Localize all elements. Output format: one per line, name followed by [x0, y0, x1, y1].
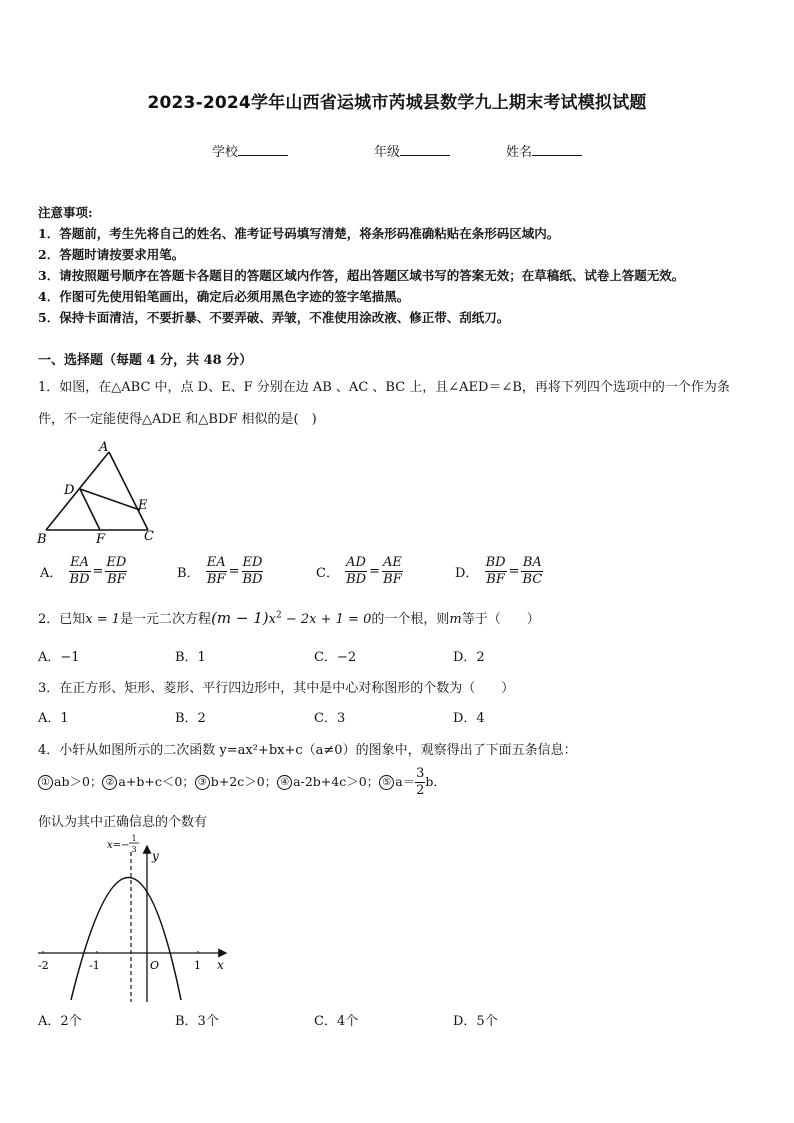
note-item: 2．答题时请按要求用笔。	[38, 247, 185, 262]
q3-option-c: C．3	[314, 711, 346, 726]
q1-line2: 件，不一定能使得△ADE 和△BDF 相似的是( )	[38, 412, 317, 427]
q1-line1: 1．如图，在△ABC 中，点 D、E、F 分别在边 AB 、AC 、BC 上，且∠AED＝∠B，再将下列四个选项中的一个作为条	[38, 380, 730, 395]
note-item: 3．请按照题号顺序在答题卡各题目的答题区域内作答，超出答题区域书写的答案无效；在草稿纸、试卷上答题无效。	[38, 268, 685, 283]
school-blank	[238, 143, 288, 156]
y-axis-label: y	[152, 849, 159, 863]
q4-option-b: B．3个	[175, 1014, 219, 1029]
grade-label: 年级	[374, 145, 401, 160]
q2-option-d: D．2	[453, 650, 485, 665]
section-heading: 一、选择题（每题 4 分，共 48 分）	[38, 353, 253, 368]
q4-option-c: C．4个	[314, 1014, 359, 1029]
q4-option-d: D．5个	[453, 1014, 498, 1029]
notes-heading: 注意事项:	[38, 205, 93, 220]
q2-option-a: A．−1	[38, 650, 80, 665]
q2-stem: 2．已知x = 1是一元二次方程$(m - 1)x^2 - 2x + 1 = 0$的一个根，则m等于（ ）	[38, 609, 540, 627]
q3-stem: 3．在正方形、矩形、菱形、平行四边形中，其中是中心对称图形的个数为（ ）	[38, 681, 515, 696]
note-item: 5．保持卡面清洁，不要折暴、不要弄破、弄皱，不准使用涂改液、修正带、刮纸刀。	[38, 310, 510, 325]
name-field	[506, 141, 582, 160]
q3-option-a: A．1	[38, 711, 69, 726]
name-blank	[532, 143, 582, 156]
point-e-label: E	[138, 498, 148, 513]
symmetry-frac-num: 1	[131, 834, 137, 843]
q4-prompt: 你认为其中正确信息的个数有	[38, 815, 208, 830]
q1-option-c: C． $\frac{AD}{BD}$ = $\frac{AE}{BF}$	[316, 555, 402, 587]
grade-blank	[400, 143, 450, 156]
grade-field	[374, 141, 450, 160]
q4-statements: ① ab＞0； ② a+b+c＜0； ③ b+2c＞0； ④ a-2b+4c＞0； ⑤ a＝ $\frac{3}{2}$ b．	[38, 766, 446, 799]
origin-label: O	[150, 959, 160, 972]
note-item: 1．答题前，考生先将自己的姓名、准考证号码填写清楚，将条形码准确粘贴在条形码区域内。	[38, 226, 560, 241]
q4-parabola-graph	[34, 830, 234, 1006]
point-d-label: D	[64, 483, 75, 498]
school-label: 学校	[212, 145, 239, 160]
tick-label: -2	[38, 959, 49, 972]
point-a-label: A	[99, 440, 109, 455]
name-label: 姓名	[506, 145, 533, 160]
note-item: 4．作图可先使用铅笔画出，确定后必须用黑色字迹的签字笔描黑。	[38, 289, 410, 304]
page-title: 2023-2024学年山西省运城市芮城县数学九上期末考试模拟试题	[147, 93, 647, 113]
tick-label: -1	[89, 959, 100, 972]
q1-option-a: A． $\frac{EA}{BD}$ = $\frac{ED}{BF}$	[40, 555, 127, 587]
symmetry-frac-den: 3	[131, 845, 137, 854]
point-b-label: B	[37, 532, 47, 547]
x-axis-label: x	[217, 958, 224, 972]
q2-option-b: B．1	[175, 650, 206, 665]
school-field	[212, 141, 288, 160]
q4-stem: 4．小轩从如图所示的二次函数 y=ax²+bx+c（a≠0）的图象中，观察得出了下面五条信息：	[38, 743, 577, 758]
symmetry-axis-label: x=−	[107, 840, 130, 851]
q1-option-b: B． $\frac{EA}{BF}$ = $\frac{ED}{BD}$	[177, 555, 263, 587]
q1-option-d: D． $\frac{BD}{BF}$ = $\frac{BA}{BC}$	[455, 555, 543, 587]
q4-option-a: A．2个	[38, 1014, 82, 1029]
point-f-label: F	[96, 532, 106, 547]
q1-triangle-figure	[34, 436, 164, 548]
point-c-label: C	[144, 529, 154, 544]
q2-option-c: C．−2	[314, 650, 357, 665]
q3-option-b: B．2	[175, 711, 206, 726]
tick-label: 1	[194, 959, 201, 972]
q3-option-d: D．4	[453, 711, 485, 726]
